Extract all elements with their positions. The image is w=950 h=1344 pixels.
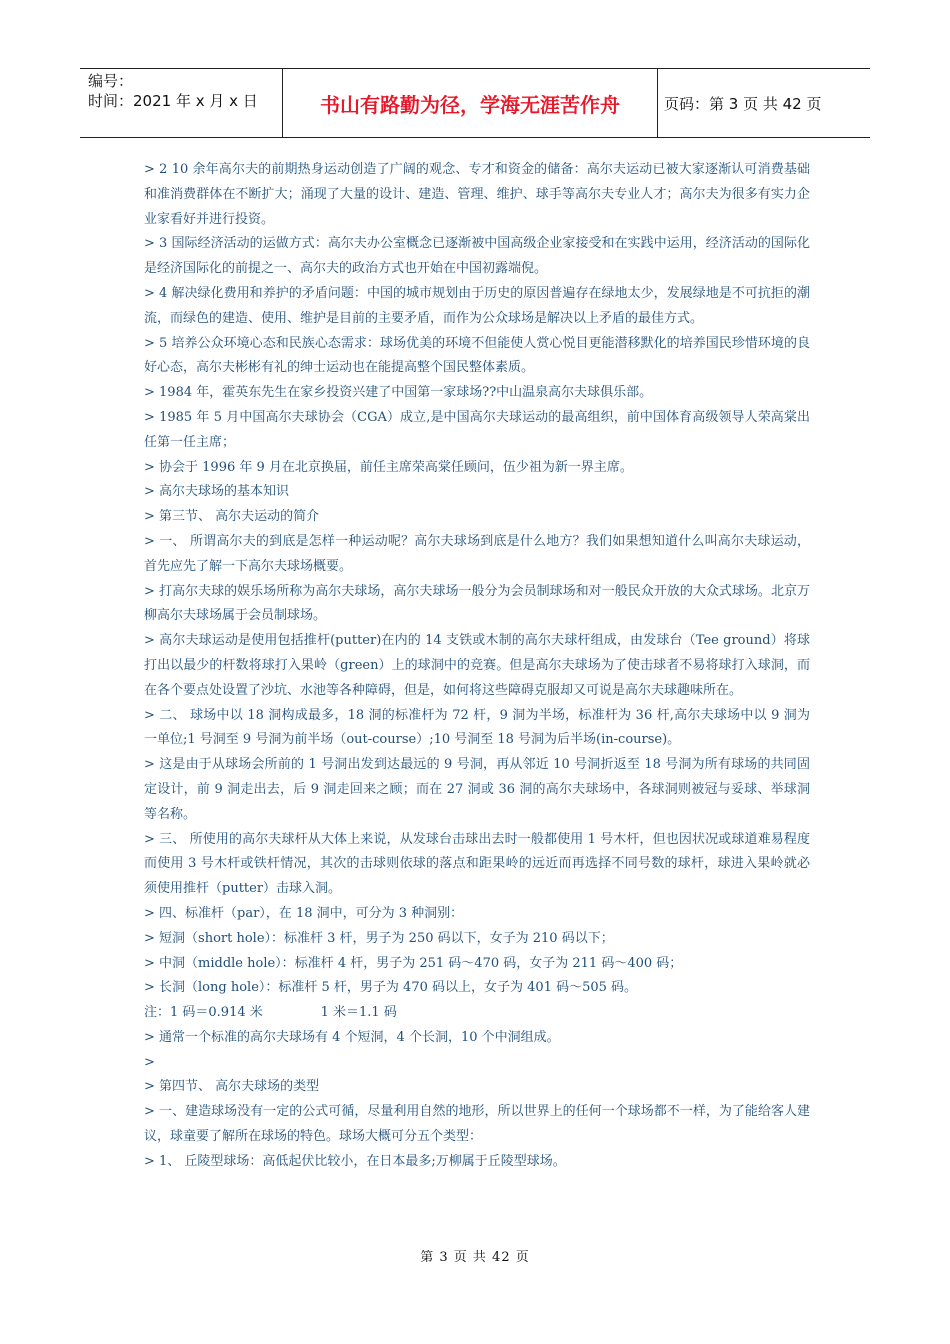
paragraph: > 1985 年 5 月中国高尔夫球协会（CGA）成立,是中国高尔夫球运动的最高组织，前中国体育高级领导人荣高棠出任第一任主席； (144, 409, 810, 450)
paragraph: > 二、 球场中以 18 洞构成最多，18 洞的标准杆为 72 杆，9 洞为半场，标准杆为 36 杆,高尔夫球场中以 9 洞为一单位;1 号洞至 9 号洞为前半场（out-course）;10 号洞至 18 号洞为后半场(in-course)。 (144, 707, 810, 748)
paragraph: > 长洞（long hole）：标准杆 5 杆，男子为 470 码以上，女子为 401 码～505 码。 (144, 980, 638, 996)
paragraph: > 短洞（short hole）：标准杆 3 杆，男子为 250 码以下，女子为 210 码以下； (144, 930, 614, 946)
paragraph: > 打高尔夫球的娱乐场所称为高尔夫球场，高尔夫球场一般分为会员制球场和对一般民众开放的大众式球场。北京万柳高尔夫球场属于会员制球场。 (144, 583, 810, 624)
paragraph: > 协会于 1996 年 9 月在北京换届，前任主席荣高棠任顾问，伍少祖为新一界主席。 (144, 459, 633, 475)
page-header (80, 68, 870, 138)
paragraph: > 3 国际经济活动的运做方式：高尔夫办公室概念已逐渐被中国高级企业家接受和在实践中运用，经济活动的国际化是经济国际化的前提之一、高尔夫的政治方式也开始在中国初露端倪。 (144, 236, 810, 277)
section-heading: > 第四节、 高尔夫球场的类型 (144, 1079, 320, 1095)
page-footer: 第 3 页 共 42 页 (420, 1250, 530, 1265)
paragraph: > 一、 所谓高尔夫的到底是怎样一种运动呢？高尔夫球场到底是什么地方？我们如果想知道什么叫高尔夫球运动，首先应先了解一下高尔夫球场概要。 (144, 533, 810, 574)
header-meta (80, 69, 283, 137)
header-page-number: 页码：第 3 页 共 42 页 (664, 94, 822, 113)
paragraph: > 2 10 余年高尔夫的前期热身运动创造了广阔的观念、专才和资金的储备：高尔夫运动已被大家逐渐认可消费基础和准消费群体在不断扩大；涌现了大量的设计、建造、管理、维护、球手等高尔夫专业人才；高尔夫为很多有实力企业家看好并进行投资。 (144, 162, 810, 227)
paragraph: > 4 解决绿化费用和养护的矛盾问题：中国的城市规划由于历史的原因普遍存在绿地太少，发展绿地是不可抗拒的潮流，而绿色的建造、使用、维护是目前的主要矛盾，而作为公众球场是解决以上矛盾的最佳方式。 (144, 285, 810, 326)
paragraph: > 1984 年，霍英东先生在家乡投资兴建了中国第一家球场??中山温泉高尔夫球俱乐部。 (144, 385, 653, 401)
document-number-label: 编号： (88, 72, 134, 90)
note-line: 注：1 码＝0.914 米 1 米＝1.1 码 (144, 1005, 397, 1021)
paragraph: > 四、标准杆（par），在 18 洞中，可分为 3 种洞别： (144, 905, 464, 921)
paragraph: > 1、 丘陵型球场：高低起伏比较小，在日本最多;万柳属于丘陵型球场。 (144, 1153, 566, 1169)
paragraph: > 高尔夫球运动是使用包括推杆(putter)在内的 14 支铁或木制的高尔夫球杆组成，由发球台（Tee ground）将球打出以最少的杆数将球打入果岭（green）上的球洞中的竞赛。但是高尔夫球场为了使击球者不易将球打入球洞，而在各个要点处设置了沙坑、水池等各种障碍，但是，如何将这些障碍克服却又可说是高尔夫球趣味所在。 (144, 633, 810, 698)
document-body (144, 158, 810, 1175)
paragraph: > 5 培养公众环境心态和民族心态需求：球场优美的环境不但能使人赏心悦目更能潜移默化的培养国民珍惜环境的良好心态，高尔夫彬彬有礼的绅士运动也在能提高整个国民整体素质。 (144, 335, 810, 376)
paragraph: > 这是由于从球场会所前的 1 号洞出发到达最远的 9 号洞，再从邻近 10 号洞折返至 18 号洞为所有球场的共同固定设计，前 9 洞走出去，后 9 洞走回来之顾；而在 27 洞或 36 洞的高尔夫球场中，各球洞则被冠与妥球、举球洞等名称。 (144, 757, 810, 822)
document-time-label: 时间：2021 年 x 月 x 日 (88, 92, 258, 110)
section-heading: > 高尔夫球场的基本知识 (144, 484, 290, 500)
header-motto: 书山有路勤为径，学海无涯苦作舟 (283, 69, 658, 137)
paragraph: > (144, 1054, 155, 1070)
paragraph: > 一、建造球场没有一定的公式可循，尽量利用自然的地形，所以世界上的任何一个球场都不一样，为了能给客人建议，球童要了解所在球场的特色。球场大概可分五个类型： (144, 1104, 810, 1145)
paragraph: > 三、 所使用的高尔夫球杆从大体上来说，从发球台击球出去时一般都使用 1 号木杆，但也因状况或球道难易程度而使用 3 号木杆或铁杆情况，其次的击球则依球的落点和距果岭的远近而再选择不同号数的球杆，球进入果岭就必须使用推杆（putter）击球入洞。 (144, 831, 810, 897)
section-heading: > 第三节、 高尔夫运动的简介 (144, 509, 320, 525)
paragraph: > 中洞（middle hole）：标准杆 4 杆，男子为 251 码～470 码，女子为 211 码～400 码； (144, 955, 683, 971)
paragraph: > 通常一个标准的高尔夫球场有 4 个短洞，4 个长洞，10 个中洞组成。 (144, 1029, 560, 1045)
